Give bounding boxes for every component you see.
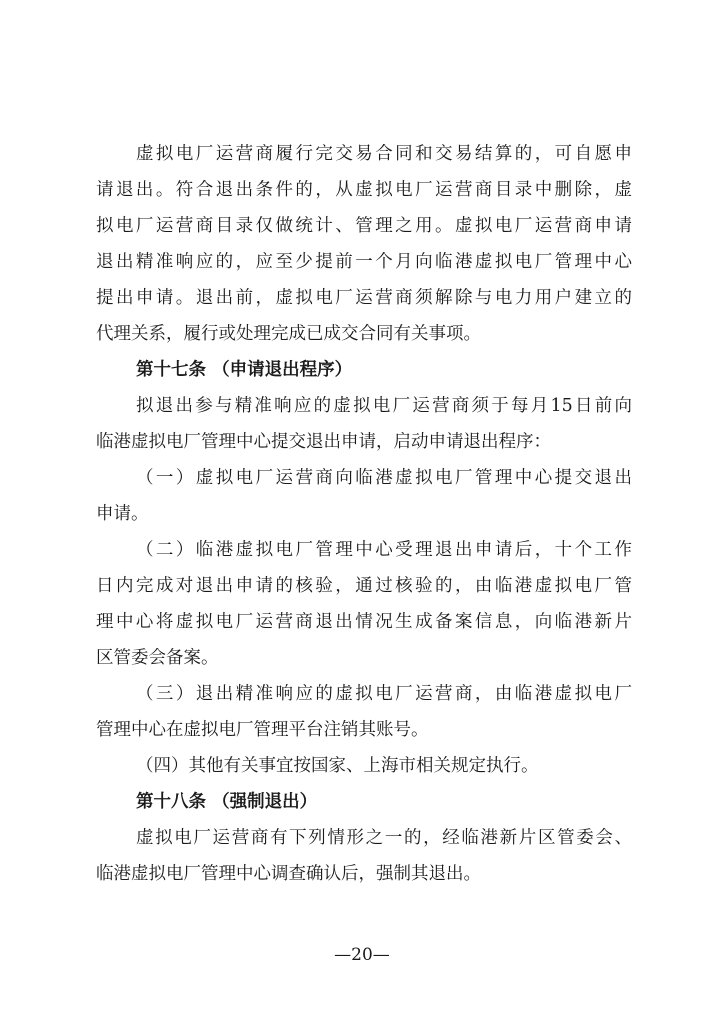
list-item-line: 管理中心在虚拟电厂管理平台注销其账号。 xyxy=(96,720,429,740)
paragraph-line: 虚拟电厂运营商有下列情形之一的，经临港新片区管委会、 xyxy=(136,828,632,848)
list-item-line: （二）临港虚拟电厂管理中心受理退出申请后，十个工作 xyxy=(136,540,632,560)
paragraph-line: 代理关系，履行或处理完成已成交合同有关事项。 xyxy=(96,324,481,344)
paragraph-line: 临港虚拟电厂管理中心提交退出申请，启动申请退出程序： xyxy=(96,432,551,452)
list-item-line: 区管委会备案。 xyxy=(96,648,219,668)
list-item-line: 申请。 xyxy=(96,504,149,524)
paragraph-line: 拟退出参与精准响应的虚拟电厂运营商须于每月15日前向 xyxy=(136,396,632,416)
paragraph-line: 退出精准响应的，应至少提前一个月向临港虚拟电厂管理中心 xyxy=(96,252,632,272)
paragraph-line: 拟电厂运营商目录仅做统计、管理之用。虚拟电厂运营商申请 xyxy=(96,216,632,236)
paragraph-line: 提出申请。退出前，虚拟电厂运营商须解除与电力用户建立的 xyxy=(96,288,632,308)
page-number: —20— xyxy=(334,945,390,965)
list-item-line: （四）其他有关事宜按国家、上海市相关规定执行。 xyxy=(136,756,539,776)
article-heading-18: 第十八条 （强制退出） xyxy=(136,792,318,812)
paragraph-line: 虚拟电厂运营商履行完交易合同和交易结算的，可自愿申 xyxy=(136,144,632,164)
list-item-line: （一）虚拟电厂运营商向临港虚拟电厂管理中心提交退出 xyxy=(136,468,632,488)
list-item-line: （三）退出精准响应的虚拟电厂运营商，由临港虚拟电厂 xyxy=(136,684,632,704)
list-item-line: 日内完成对退出申请的核验，通过核验的，由临港虚拟电厂管 xyxy=(96,576,632,596)
paragraph-line: 临港虚拟电厂管理中心调查确认后，强制其退出。 xyxy=(96,864,481,884)
list-item-line: 理中心将虚拟电厂运营商退出情况生成备案信息，向临港新片 xyxy=(96,612,632,632)
paragraph-line: 请退出。符合退出条件的，从虚拟电厂运营商目录中删除，虚 xyxy=(96,180,632,200)
article-heading-17: 第十七条 （申请退出程序） xyxy=(136,360,353,380)
